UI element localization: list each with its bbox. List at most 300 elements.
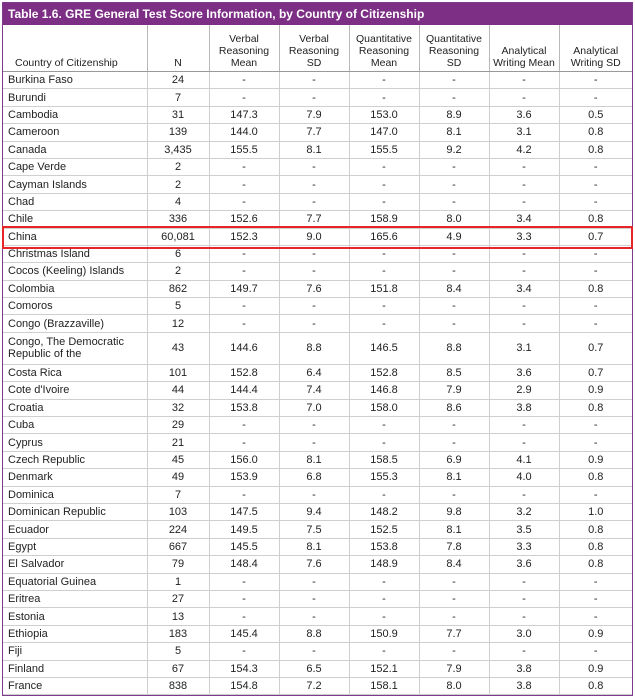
cell-writing-sd: - <box>559 158 632 175</box>
cell-verbal-sd: - <box>279 298 349 315</box>
cell-n: 60,081 <box>147 228 209 245</box>
cell-verbal-sd: 8.8 <box>279 625 349 642</box>
cell-writing-mean: - <box>489 417 559 434</box>
cell-quant-sd: 8.8 <box>419 332 489 364</box>
table-row <box>3 451 632 468</box>
cell-quant-mean: - <box>349 608 419 625</box>
cell-quant-mean: - <box>349 417 419 434</box>
cell-writing-sd: - <box>559 573 632 590</box>
cell-quant-sd: - <box>419 176 489 193</box>
cell-verbal-sd: 7.7 <box>279 124 349 141</box>
table-row <box>3 364 632 381</box>
cell-quant-sd: - <box>419 72 489 89</box>
header-quant-mean: Quantitative Reasoning Mean <box>349 25 419 72</box>
cell-country: Cocos (Keeling) Islands <box>3 263 147 280</box>
cell-verbal-sd: - <box>279 417 349 434</box>
header-country: Country of Citizenship <box>3 25 147 72</box>
cell-country: Ethiopia <box>3 625 147 642</box>
cell-quant-sd: - <box>419 486 489 503</box>
table-row <box>3 332 632 364</box>
cell-verbal-mean: - <box>209 89 279 106</box>
cell-writing-mean: - <box>489 263 559 280</box>
cell-verbal-sd: 9.4 <box>279 503 349 520</box>
cell-quant-sd: 8.6 <box>419 399 489 416</box>
cell-quant-mean: 153.0 <box>349 106 419 123</box>
cell-verbal-sd: 7.5 <box>279 521 349 538</box>
cell-verbal-mean: 152.8 <box>209 364 279 381</box>
cell-writing-mean: 3.1 <box>489 124 559 141</box>
cell-verbal-mean: 153.9 <box>209 469 279 486</box>
cell-writing-sd: 0.8 <box>559 399 632 416</box>
cell-country: Cote d'Ivoire <box>3 382 147 399</box>
cell-writing-mean: 3.4 <box>489 280 559 297</box>
table-row <box>3 573 632 590</box>
table-row <box>3 280 632 297</box>
cell-writing-sd: - <box>559 245 632 262</box>
cell-verbal-sd: 8.1 <box>279 141 349 158</box>
table-row <box>3 72 632 89</box>
cell-verbal-mean: 149.7 <box>209 280 279 297</box>
cell-quant-mean: 155.5 <box>349 141 419 158</box>
table-row <box>3 176 632 193</box>
table-row <box>3 417 632 434</box>
cell-writing-mean: - <box>489 298 559 315</box>
cell-quant-mean: - <box>349 193 419 210</box>
cell-writing-sd: 0.9 <box>559 660 632 677</box>
table-title: Table 1.6. GRE General Test Score Information, by Country of Citizenship <box>3 3 632 25</box>
cell-verbal-sd: - <box>279 573 349 590</box>
cell-quant-sd: - <box>419 434 489 451</box>
cell-quant-mean: - <box>349 486 419 503</box>
cell-n: 2 <box>147 176 209 193</box>
cell-quant-sd: - <box>419 158 489 175</box>
cell-verbal-mean: 156.0 <box>209 451 279 468</box>
cell-verbal-sd: 7.0 <box>279 399 349 416</box>
cell-quant-mean: - <box>349 573 419 590</box>
cell-writing-sd: 0.8 <box>559 141 632 158</box>
cell-verbal-sd: 6.8 <box>279 469 349 486</box>
cell-quant-mean: 158.0 <box>349 399 419 416</box>
cell-writing-sd: 0.8 <box>559 124 632 141</box>
cell-verbal-mean: - <box>209 298 279 315</box>
cell-verbal-sd: - <box>279 72 349 89</box>
table-row <box>3 245 632 262</box>
cell-n: 79 <box>147 556 209 573</box>
cell-quant-sd: 8.9 <box>419 106 489 123</box>
cell-writing-mean: 2.9 <box>489 382 559 399</box>
cell-quant-sd: 8.1 <box>419 469 489 486</box>
cell-verbal-mean: - <box>209 434 279 451</box>
header-verbal-mean: Verbal Reasoning Mean <box>209 25 279 72</box>
cell-writing-mean: - <box>489 643 559 660</box>
cell-quant-sd: - <box>419 573 489 590</box>
cell-writing-sd: - <box>559 486 632 503</box>
cell-country: Egypt <box>3 538 147 555</box>
cell-writing-mean: 3.6 <box>489 106 559 123</box>
cell-country: Cambodia <box>3 106 147 123</box>
cell-n: 862 <box>147 280 209 297</box>
cell-quant-sd: - <box>419 298 489 315</box>
cell-verbal-mean: 154.8 <box>209 677 279 694</box>
cell-verbal-mean: 147.5 <box>209 503 279 520</box>
cell-verbal-mean: - <box>209 573 279 590</box>
table-row <box>3 193 632 210</box>
table-row <box>3 643 632 660</box>
cell-verbal-sd: - <box>279 434 349 451</box>
cell-writing-mean: - <box>489 158 559 175</box>
cell-country: Fiji <box>3 643 147 660</box>
cell-writing-sd: - <box>559 263 632 280</box>
table-row <box>3 625 632 642</box>
cell-quant-mean: 153.8 <box>349 538 419 555</box>
cell-writing-mean: - <box>489 590 559 607</box>
cell-writing-sd: - <box>559 89 632 106</box>
cell-writing-sd: 0.8 <box>559 521 632 538</box>
cell-quant-sd: 9.2 <box>419 141 489 158</box>
cell-n: 2 <box>147 263 209 280</box>
cell-writing-sd: 0.8 <box>559 538 632 555</box>
cell-country: Cuba <box>3 417 147 434</box>
cell-n: 43 <box>147 332 209 364</box>
cell-country: Chile <box>3 211 147 228</box>
cell-verbal-sd: - <box>279 245 349 262</box>
cell-quant-mean: 158.1 <box>349 677 419 694</box>
cell-verbal-mean: 147.3 <box>209 106 279 123</box>
table-row <box>3 434 632 451</box>
cell-writing-mean: 4.1 <box>489 451 559 468</box>
cell-quant-mean: - <box>349 263 419 280</box>
cell-quant-mean: - <box>349 315 419 332</box>
header-row <box>3 25 632 72</box>
cell-n: 3,435 <box>147 141 209 158</box>
cell-country: Dominica <box>3 486 147 503</box>
cell-writing-mean: 3.6 <box>489 364 559 381</box>
table-row <box>3 521 632 538</box>
cell-country: Cyprus <box>3 434 147 451</box>
table-container <box>2 2 633 696</box>
table-row <box>3 124 632 141</box>
cell-country: Costa Rica <box>3 364 147 381</box>
cell-country: Canada <box>3 141 147 158</box>
cell-verbal-sd: 7.6 <box>279 280 349 297</box>
cell-verbal-mean: 145.4 <box>209 625 279 642</box>
header-verbal-sd: Verbal Reasoning SD <box>279 25 349 72</box>
cell-writing-sd: - <box>559 417 632 434</box>
cell-verbal-mean: 152.3 <box>209 228 279 245</box>
cell-quant-mean: 146.5 <box>349 332 419 364</box>
cell-n: 336 <box>147 211 209 228</box>
cell-country: Equatorial Guinea <box>3 573 147 590</box>
header-quant-sd: Quantitative Reasoning SD <box>419 25 489 72</box>
cell-quant-sd: - <box>419 608 489 625</box>
cell-quant-mean: - <box>349 298 419 315</box>
cell-writing-sd: 0.5 <box>559 106 632 123</box>
cell-verbal-mean: - <box>209 263 279 280</box>
cell-n: 32 <box>147 399 209 416</box>
cell-writing-sd: 0.9 <box>559 625 632 642</box>
score-table <box>3 25 632 695</box>
cell-n: 103 <box>147 503 209 520</box>
cell-verbal-mean: 155.5 <box>209 141 279 158</box>
cell-writing-sd: 0.8 <box>559 556 632 573</box>
cell-quant-sd: 7.9 <box>419 660 489 677</box>
cell-country: Cape Verde <box>3 158 147 175</box>
cell-n: 1 <box>147 573 209 590</box>
cell-quant-sd: 6.9 <box>419 451 489 468</box>
cell-country: Eritrea <box>3 590 147 607</box>
table-row <box>3 538 632 555</box>
cell-writing-mean: 3.4 <box>489 211 559 228</box>
cell-verbal-mean: 144.0 <box>209 124 279 141</box>
table-row <box>3 106 632 123</box>
cell-writing-sd: 0.9 <box>559 382 632 399</box>
cell-verbal-sd: 8.1 <box>279 538 349 555</box>
cell-verbal-sd: 9.0 <box>279 228 349 245</box>
cell-quant-sd: 4.9 <box>419 228 489 245</box>
cell-n: 224 <box>147 521 209 538</box>
cell-verbal-mean: - <box>209 590 279 607</box>
cell-writing-mean: 4.2 <box>489 141 559 158</box>
cell-verbal-sd: - <box>279 643 349 660</box>
cell-quant-mean: - <box>349 643 419 660</box>
cell-verbal-mean: - <box>209 72 279 89</box>
cell-quant-sd: 8.5 <box>419 364 489 381</box>
cell-verbal-mean: - <box>209 417 279 434</box>
cell-quant-mean: 150.9 <box>349 625 419 642</box>
cell-n: 44 <box>147 382 209 399</box>
table-row <box>3 211 632 228</box>
cell-n: 13 <box>147 608 209 625</box>
cell-writing-mean: - <box>489 176 559 193</box>
cell-quant-mean: 146.8 <box>349 382 419 399</box>
cell-verbal-mean: - <box>209 608 279 625</box>
cell-verbal-sd: - <box>279 608 349 625</box>
cell-writing-mean: - <box>489 608 559 625</box>
cell-writing-sd: 0.9 <box>559 451 632 468</box>
cell-n: 5 <box>147 298 209 315</box>
cell-writing-sd: - <box>559 298 632 315</box>
cell-writing-mean: 3.0 <box>489 625 559 642</box>
table-row <box>3 556 632 573</box>
cell-quant-sd: - <box>419 417 489 434</box>
cell-country: Christmas Island <box>3 245 147 262</box>
cell-verbal-mean: 154.3 <box>209 660 279 677</box>
table-row <box>3 263 632 280</box>
cell-quant-mean: - <box>349 434 419 451</box>
table-row <box>3 315 632 332</box>
cell-n: 31 <box>147 106 209 123</box>
table-row <box>3 382 632 399</box>
cell-verbal-mean: 153.8 <box>209 399 279 416</box>
cell-country: El Salvador <box>3 556 147 573</box>
cell-writing-mean: - <box>489 315 559 332</box>
cell-country: Cayman Islands <box>3 176 147 193</box>
cell-quant-sd: - <box>419 263 489 280</box>
cell-verbal-sd: 7.6 <box>279 556 349 573</box>
cell-country: Dominican Republic <box>3 503 147 520</box>
cell-verbal-mean: 144.6 <box>209 332 279 364</box>
cell-country: Burkina Faso <box>3 72 147 89</box>
table-row <box>3 469 632 486</box>
cell-writing-mean: - <box>489 193 559 210</box>
cell-n: 45 <box>147 451 209 468</box>
cell-quant-mean: - <box>349 245 419 262</box>
cell-quant-mean: 165.6 <box>349 228 419 245</box>
cell-verbal-sd: - <box>279 89 349 106</box>
cell-verbal-mean: - <box>209 315 279 332</box>
cell-writing-mean: 3.8 <box>489 660 559 677</box>
header-writing-sd: Analytical Writing SD <box>559 25 632 72</box>
cell-quant-mean: 148.2 <box>349 503 419 520</box>
cell-writing-sd: - <box>559 193 632 210</box>
cell-country: Estonia <box>3 608 147 625</box>
cell-country: Croatia <box>3 399 147 416</box>
cell-n: 838 <box>147 677 209 694</box>
cell-n: 183 <box>147 625 209 642</box>
cell-writing-mean: - <box>489 573 559 590</box>
cell-verbal-sd: - <box>279 193 349 210</box>
cell-verbal-sd: 8.8 <box>279 332 349 364</box>
table-row <box>3 503 632 520</box>
cell-verbal-sd: 8.1 <box>279 451 349 468</box>
cell-verbal-sd: - <box>279 263 349 280</box>
cell-quant-mean: - <box>349 590 419 607</box>
cell-n: 7 <box>147 486 209 503</box>
cell-verbal-mean: 149.5 <box>209 521 279 538</box>
cell-country: China <box>3 228 147 245</box>
cell-country: Ecuador <box>3 521 147 538</box>
cell-country: Denmark <box>3 469 147 486</box>
cell-n: 29 <box>147 417 209 434</box>
cell-verbal-mean: - <box>209 245 279 262</box>
cell-n: 21 <box>147 434 209 451</box>
cell-country: Colombia <box>3 280 147 297</box>
cell-n: 7 <box>147 89 209 106</box>
cell-country: Czech Republic <box>3 451 147 468</box>
table-body <box>3 72 632 695</box>
cell-n: 49 <box>147 469 209 486</box>
cell-verbal-sd: - <box>279 590 349 607</box>
cell-verbal-mean: 145.5 <box>209 538 279 555</box>
cell-verbal-sd: - <box>279 158 349 175</box>
cell-writing-mean: 3.2 <box>489 503 559 520</box>
cell-quant-mean: 147.0 <box>349 124 419 141</box>
cell-n: 2 <box>147 158 209 175</box>
cell-n: 667 <box>147 538 209 555</box>
cell-writing-sd: - <box>559 72 632 89</box>
cell-quant-mean: 158.9 <box>349 211 419 228</box>
table-row <box>3 590 632 607</box>
cell-quant-sd: - <box>419 590 489 607</box>
cell-country: Congo (Brazzaville) <box>3 315 147 332</box>
cell-quant-sd: 8.1 <box>419 521 489 538</box>
cell-verbal-mean: - <box>209 176 279 193</box>
cell-verbal-sd: 6.4 <box>279 364 349 381</box>
table-row <box>3 677 632 694</box>
cell-verbal-sd: - <box>279 486 349 503</box>
cell-quant-sd: 8.4 <box>419 556 489 573</box>
cell-quant-sd: 7.8 <box>419 538 489 555</box>
cell-country: Congo, The Democratic Republic of the <box>3 332 147 364</box>
cell-quant-mean: 155.3 <box>349 469 419 486</box>
cell-writing-sd: 0.7 <box>559 228 632 245</box>
cell-quant-mean: - <box>349 72 419 89</box>
cell-quant-mean: 152.8 <box>349 364 419 381</box>
cell-verbal-sd: - <box>279 176 349 193</box>
cell-writing-mean: - <box>489 89 559 106</box>
cell-verbal-mean: - <box>209 486 279 503</box>
cell-country: Cameroon <box>3 124 147 141</box>
cell-writing-sd: - <box>559 608 632 625</box>
cell-quant-sd: - <box>419 643 489 660</box>
cell-writing-sd: 1.0 <box>559 503 632 520</box>
cell-n: 6 <box>147 245 209 262</box>
cell-verbal-mean: - <box>209 158 279 175</box>
table-row <box>3 660 632 677</box>
cell-verbal-mean: - <box>209 193 279 210</box>
cell-quant-mean: 158.5 <box>349 451 419 468</box>
cell-writing-sd: 0.7 <box>559 332 632 364</box>
header-n: N <box>147 25 209 72</box>
cell-writing-sd: - <box>559 590 632 607</box>
cell-writing-sd: - <box>559 176 632 193</box>
cell-quant-sd: - <box>419 193 489 210</box>
cell-writing-mean: 3.6 <box>489 556 559 573</box>
cell-writing-mean: 3.1 <box>489 332 559 364</box>
cell-verbal-mean: 148.4 <box>209 556 279 573</box>
cell-n: 27 <box>147 590 209 607</box>
cell-verbal-mean: - <box>209 643 279 660</box>
cell-verbal-sd: 7.9 <box>279 106 349 123</box>
table-row <box>3 608 632 625</box>
cell-writing-sd: 0.8 <box>559 280 632 297</box>
cell-quant-mean: 152.1 <box>349 660 419 677</box>
cell-quant-mean: 148.9 <box>349 556 419 573</box>
cell-writing-sd: - <box>559 434 632 451</box>
cell-quant-sd: - <box>419 245 489 262</box>
cell-writing-mean: 4.0 <box>489 469 559 486</box>
cell-writing-sd: 0.7 <box>559 364 632 381</box>
cell-quant-sd: 8.0 <box>419 677 489 694</box>
cell-quant-sd: 7.9 <box>419 382 489 399</box>
cell-writing-sd: 0.8 <box>559 211 632 228</box>
table-row <box>3 486 632 503</box>
cell-writing-mean: 3.3 <box>489 538 559 555</box>
cell-verbal-mean: 152.6 <box>209 211 279 228</box>
cell-writing-mean: 3.3 <box>489 228 559 245</box>
cell-verbal-sd: 7.4 <box>279 382 349 399</box>
cell-n: 12 <box>147 315 209 332</box>
cell-verbal-mean: 144.4 <box>209 382 279 399</box>
cell-writing-sd: - <box>559 315 632 332</box>
table-row <box>3 158 632 175</box>
cell-writing-mean: 3.8 <box>489 677 559 694</box>
cell-country: Burundi <box>3 89 147 106</box>
cell-writing-mean: - <box>489 434 559 451</box>
cell-quant-sd: 9.8 <box>419 503 489 520</box>
cell-country: Finland <box>3 660 147 677</box>
cell-writing-mean: - <box>489 72 559 89</box>
cell-n: 5 <box>147 643 209 660</box>
table-row <box>3 141 632 158</box>
cell-writing-mean: - <box>489 245 559 262</box>
cell-verbal-sd: 7.7 <box>279 211 349 228</box>
cell-quant-sd: 8.1 <box>419 124 489 141</box>
header-writing-mean: Analytical Writing Mean <box>489 25 559 72</box>
table-row <box>3 228 632 245</box>
cell-writing-sd: 0.8 <box>559 469 632 486</box>
table-row <box>3 399 632 416</box>
